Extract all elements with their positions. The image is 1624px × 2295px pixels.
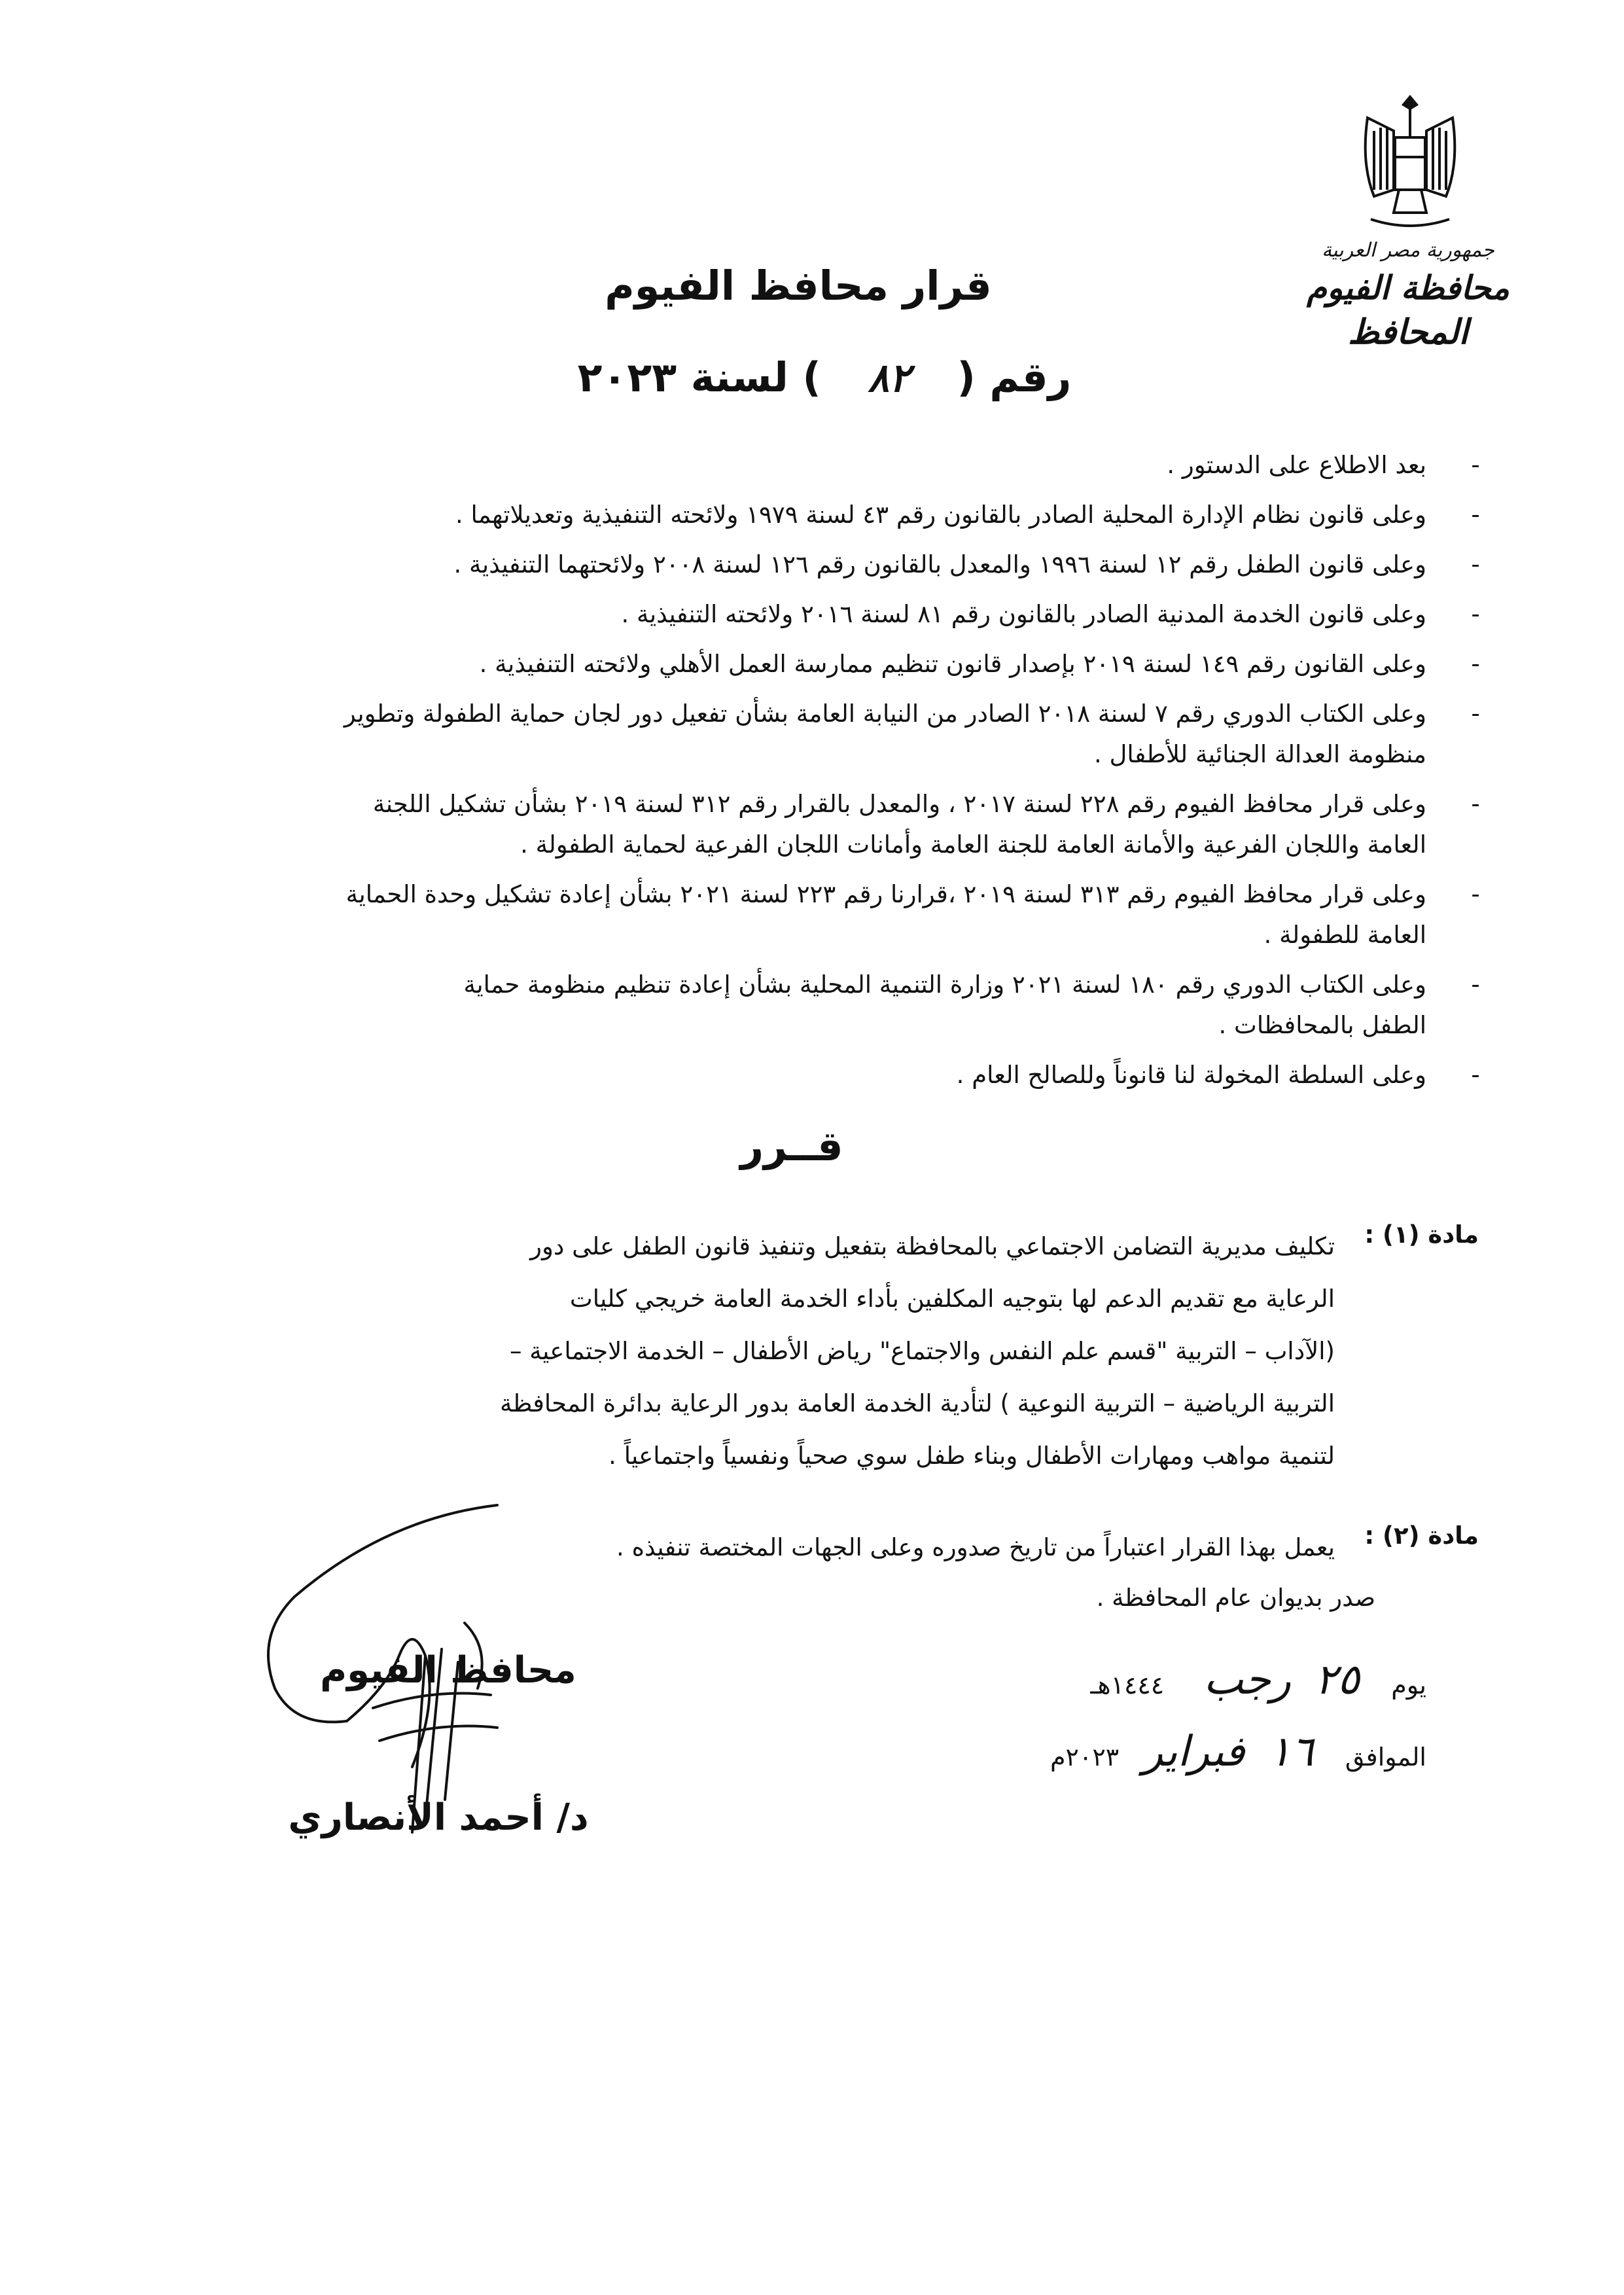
preamble-text: وعلى قانون الطفل رقم ١٢ لسنة ١٩٩٦ والمعدل بالقانون رقم ١٢٦ لسنة ٢٠٠٨ ولائحتهما التنفيذية . [453,550,1426,578]
article-line: الرعاية مع تقديم الدعم لها بتوجيه المكلفين بأداء الخدمة العامة خريجي كليات [569,1285,1335,1313]
decision-heading: قــرر [740,1122,843,1170]
list-dash: - [1471,451,1480,479]
letterhead-country: جمهورية مصر العربية [1322,239,1494,262]
decree-number-suffix: ) لسنة ٢٠٢٣ [577,353,821,401]
article-line: يعمل بهذا القرار اعتباراً من تاريخ صدوره وعلى الجهات المختصة تنفيذه . [616,1533,1335,1561]
decree-number [563,353,1086,401]
gregorian-month: فبراير [1142,1728,1245,1776]
list-dash: - [1471,1061,1480,1089]
preamble-continuation: منظومة العدالة الجنائية للأطفال . [1094,740,1426,768]
article-line: تكليف مديرية التضامن الاجتماعي بالمحافظة بتفعيل وتنفيذ قانون الطفل على دور [530,1232,1335,1260]
hijri-day: ٢٥ [1315,1656,1360,1704]
preamble-item [134,644,1489,685]
signatory-name: د/ أحمد الأنصاري [288,1796,589,1839]
decree-number-prefix: رقم ( [957,353,1072,401]
handwritten-signature [216,1492,674,1859]
preamble-item [134,694,1489,775]
list-dash: - [1471,501,1480,529]
preamble-text: وعلى قرار محافظ الفيوم رقم ٢٢٨ لسنة ٢٠١٧ ، والمعدل بالقرار رقم ٣١٢ لسنة ٢٠١٩ بشأن تشكيل اللجنة [372,790,1426,818]
hijri-month: رجب [1203,1656,1291,1704]
preamble-item [134,965,1489,1046]
gregorian-label: الموافق [1345,1743,1426,1771]
preamble-text: وعلى الكتاب الدوري رقم ١٨٠ لسنة ٢٠٢١ وزارة التنمية المحلية بشأن إعادة تنظيم منظومة حماية [463,970,1426,999]
gregorian-year: ٢٠٢٣م [1050,1743,1120,1771]
article-line: التربية الرياضية – التربية النوعية ) لتأدية الخدمة العامة بدور الرعاية بدائرة المحافظة [500,1389,1335,1417]
preamble-text: وعلى السلطة المخولة لنا قانوناً وللصالح العام . [956,1061,1426,1089]
preamble-item [134,544,1489,585]
preamble-text: بعد الاطلاع على الدستور . [1167,451,1426,479]
letterhead-governorate: محافظة الفيوم [1307,268,1509,307]
list-dash: - [1471,600,1480,628]
hijri-date [955,1656,1426,1728]
preamble-item [134,445,1489,486]
preamble-text: وعلى قانون نظام الإدارة المحلية الصادر بالقانون رقم ٤٣ لسنة ١٩٧٩ ولائحته التنفيذية وتعديلاتهما . [455,501,1426,529]
list-dash: - [1471,700,1480,728]
list-dash: - [1471,650,1480,678]
letterhead [1303,239,1513,352]
article-label: مادة (١) : [1364,1220,1479,1249]
preamble-continuation: العامة واللجان الفرعية والأمانة العامة للجنة العامة وأمانات اللجان الفرعية لحماية الطفولة . [520,830,1426,859]
gregorian-day: ١٦ [1268,1728,1314,1776]
list-dash: - [1471,880,1480,908]
preamble-continuation: العامة للطفولة . [1263,921,1426,949]
preamble-item [134,1055,1489,1095]
list-dash: - [1471,970,1480,999]
day-label: يوم [1391,1671,1426,1699]
preamble-text: وعلى قرار محافظ الفيوم رقم ٣١٣ لسنة ٢٠١٩ ،قرارنا رقم ٢٢٣ لسنة ٢٠٢١ بشأن إعادة تشكيل وحدة الحماية [345,880,1426,908]
date-block [955,1656,1426,1800]
issued-statement: صدر بديوان عام المحافظة . [1096,1584,1375,1612]
gregorian-date [955,1728,1426,1800]
article-label: مادة (٢) : [1364,1521,1479,1550]
preamble-text: وعلى الكتاب الدوري رقم ٧ لسنة ٢٠١٨ الصادر من النيابة العامة بشأن تفعيل دور لجان حماية الطفولة وتطوير [344,700,1426,728]
article-body [131,1220,1335,1482]
signatory-title: محافظ الفيوم [320,1649,576,1692]
preamble-item [134,874,1489,955]
eagle-emblem-icon [1348,92,1472,236]
list-dash: - [1471,790,1480,818]
preamble-item [134,594,1489,635]
preamble-item [134,495,1489,535]
decree-number-value: ٨٢ [868,355,910,401]
hijri-year: ١٤٤٤هـ [1090,1671,1165,1699]
preamble-list [134,445,1489,1105]
list-dash: - [1471,550,1480,578]
preamble-continuation: الطفل بالمحافظات . [1218,1011,1426,1039]
decree-title: قرار محافظ الفيوم [605,262,992,310]
letterhead-governor: المحافظ [1348,312,1468,352]
article-line: لتنمية مواهب ومهارات الأطفال وبناء طفل سوي صحياً ونفسياً واجتماعياً . [609,1442,1335,1470]
preamble-text: وعلى القانون رقم ١٤٩ لسنة ٢٠١٩ بإصدار قانون تنظيم ممارسة العمل الأهلي ولائحته التنفيذية . [479,650,1426,678]
article-1 [131,1220,1479,1482]
article-line: (الآداب – التربية "قسم علم النفس والاجتماع" رياض الأطفال – الخدمة الاجتماعية – [510,1337,1335,1365]
preamble-text: وعلى قانون الخدمة المدنية الصادر بالقانون رقم ٨١ لسنة ٢٠١٦ ولائحته التنفيذية . [621,600,1426,628]
preamble-item [134,784,1489,865]
